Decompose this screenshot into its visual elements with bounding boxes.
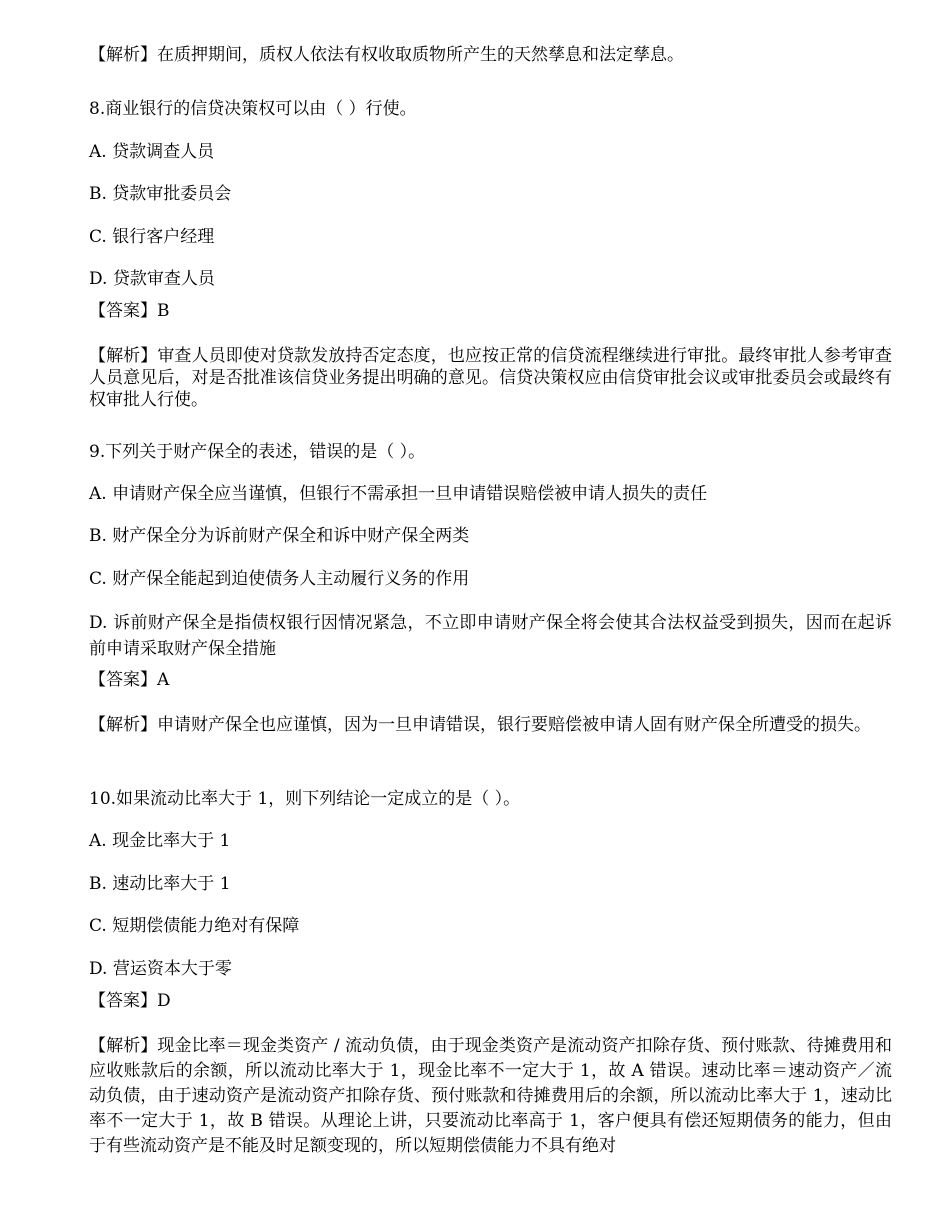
option-d: D. 诉前财产保全是指债权银行因情况紧急，不立即申请财产保全将会使其合法权益受到损失，因而在起诉前申请采取财产保全措施: [89, 613, 892, 659]
option-c: C. 短期偿债能力绝对有保障: [89, 916, 300, 936]
question-8: 8.商业银行的信贷决策权可以由（ ）行使。: [89, 99, 417, 119]
option-a: A. 现金比率大于 1: [89, 831, 231, 851]
question-10: 10.如果流动比率大于 1，则下列结论一定成立的是（ ）。: [89, 789, 521, 809]
analysis-text: 【解析】审查人员即使对贷款发放持否定态度，也应按正常的信贷流程继续进行审批。最终审批人参考审查人员意见后，对是否批准该信贷业务提出明确的意见。信贷决策权应由信贷审批会议或审批委员会或最终有权审批人行使。: [89, 346, 892, 410]
option-a: A. 申请财产保全应当谨慎，但银行不需承担一旦申请错误赔偿被申请人损失的责任: [89, 484, 708, 504]
question-9: 9.下列关于财产保全的表述，错误的是（ ）。: [89, 442, 426, 462]
answer-label: 【答案】B: [89, 301, 170, 321]
answer-label: 【答案】D: [89, 991, 171, 1011]
option-a: A. 贷款调查人员: [89, 142, 215, 162]
option-b: B. 贷款审批委员会: [89, 184, 232, 204]
option-c: C. 财产保全能起到迫使债务人主动履行义务的作用: [89, 569, 470, 589]
option-d: D. 营运资本大于零: [89, 959, 232, 979]
analysis-text: 【解析】在质押期间，质权人依法有权收取质物所产生的天然孳息和法定孳息。: [89, 45, 684, 65]
option-b: B. 财产保全分为诉前财产保全和诉中财产保全两类: [89, 526, 470, 546]
answer-label: 【答案】A: [89, 670, 170, 690]
analysis-text: 【解析】现金比率＝现金类资产 / 流动负债，由于现金类资产是流动资产扣除存货、预付账款、待摊费用和应收账款后的余额，所以流动比率大于 1，现金比率不一定大于 1，故 A 错误。速动比率＝速动资产／流动负债，由于速动资产是流动资产扣除存货、预付账款和待摊费用后的余额，所以流动比率大于 1，速动比率不一定大于 1，故 B 错误。从理论上讲，只要流动比率高于 1，客户便具有偿还短期债务的能力，但由于有些流动资产是不能及时足额变现的，所以短期偿债能力不具有绝对: [89, 1036, 892, 1156]
option-c: C. 银行客户经理: [89, 227, 215, 247]
option-b: B. 速动比率大于 1: [89, 874, 231, 894]
option-d: D. 贷款审查人员: [89, 269, 215, 289]
analysis-text: 【解析】申请财产保全也应谨慎，因为一旦申请错误，银行要赔偿被申请人固有财产保全所遭受的损失。: [89, 715, 871, 735]
